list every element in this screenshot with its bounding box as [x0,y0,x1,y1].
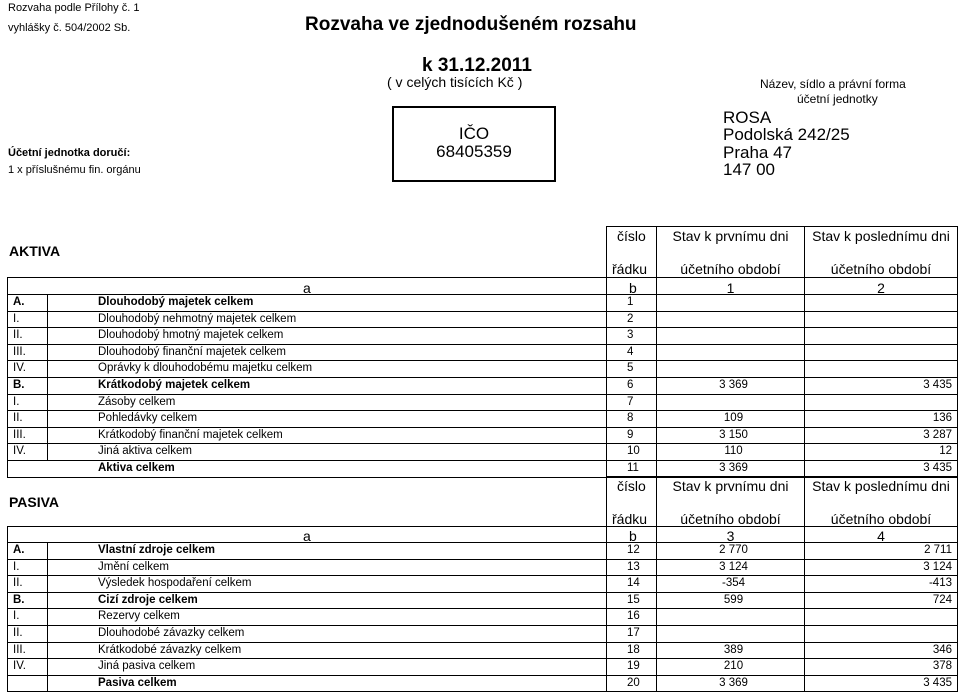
table-rule [7,277,958,278]
pasiva-col-last-1: Stav k poslednímu dni [812,478,950,494]
table-row [7,345,955,361]
row-number: 12 [627,544,640,556]
row-number: 10 [627,445,640,458]
law-reference-line-1: Rozvaha podle Přílohy č. 1 [8,2,140,14]
ico-label: IČO [458,124,490,143]
ico-box [392,106,556,182]
table-rule [7,360,958,361]
row-roman-numeral: IV. [13,445,27,458]
row-number: 20 [627,676,640,689]
row-number: 11 [627,462,639,474]
table-row [7,626,955,642]
row-value-last: 346 [932,643,952,656]
row-label: Cizí zdroje celkem [98,593,198,606]
row-roman-numeral: II. [13,627,23,639]
table-row [7,643,955,659]
aktiva-section-title: AKTIVA [9,243,61,259]
table-row [7,295,955,311]
row-value-last: -413 [928,577,952,590]
table-rule [7,394,958,395]
table-rule [7,658,958,659]
row-label: Dlouhodobý majetek celkem [98,296,254,308]
table-row [7,312,955,328]
row-number: 16 [627,610,640,623]
row-roman-numeral: III. [13,345,26,358]
table-row [7,576,955,592]
aktiva-key-b: b [629,280,637,296]
pasiva-col-last-2: účetního období [830,511,932,527]
table-rule [7,460,958,461]
aktiva-key-a: a [303,280,311,296]
row-roman-numeral: A. [13,296,25,308]
table-rule [606,226,607,477]
row-roman-numeral: II. [13,329,23,342]
row-number: 1 [627,296,634,308]
table-rule [7,294,958,295]
entity-name: ROSA [723,108,772,127]
table-rule [7,625,958,626]
pasiva-col-first-2: účetního období [680,511,781,527]
row-label: Jmění celkem [98,560,169,573]
row-value-last: 3 435 [923,676,952,689]
table-rule [804,476,805,692]
row-value-first: 3 369 [719,462,748,474]
table-rule [7,410,958,411]
aktiva-col-cislo: číslo [617,228,646,244]
aktiva-key-1: 1 [726,280,735,296]
table-rule [7,443,958,444]
row-number: 4 [627,345,634,358]
table-row [7,609,955,625]
table-rule [7,327,958,328]
pasiva-col-cislo: číslo [617,478,646,494]
row-value-first: 3 150 [719,428,748,441]
table-row [7,411,955,427]
deliver-value: 1 x příslušnému fin. orgánu [8,164,141,176]
row-label: Dlouhodobé závazky celkem [98,627,245,639]
law-reference-line-2: vyhlášky č. 504/2002 Sb. [8,22,131,34]
table-rule [656,226,657,477]
table-row [7,560,955,576]
row-number: 14 [627,577,640,590]
row-label: Dlouhodobý finanční majetek celkem [98,345,286,358]
table-rule [656,476,657,692]
row-roman-numeral: IV. [13,660,27,673]
row-label: Krátkodobý majetek celkem [98,379,251,391]
table-rule [7,311,958,312]
table-rule [7,526,958,527]
table-rule [7,691,958,692]
table-row [7,395,955,411]
row-roman-numeral: I. [13,610,20,623]
aktiva-col-last-2: účetního období [830,261,932,277]
deliver-label: Účetní jednotka doručí: [8,147,131,159]
table-rule [7,592,958,593]
pasiva-key-b: b [629,528,637,544]
table-rule [7,675,958,676]
table-row [7,378,955,394]
row-value-last: 2 711 [924,544,952,556]
row-roman-numeral: I. [13,312,20,325]
row-roman-numeral: II. [13,412,23,425]
row-number: 6 [627,379,634,391]
row-roman-numeral: IV. [13,362,27,375]
entity-caption-2: účetní jednotky [797,92,878,106]
row-value-first: 3 369 [719,379,748,391]
entity-city: Praha 47 [723,143,792,162]
table-rule [606,476,607,692]
table-row [7,543,955,559]
row-value-last: 724 [932,593,952,606]
table-rule [7,377,958,378]
row-roman-numeral: I. [13,560,20,573]
table-rule [7,575,958,576]
row-label: Krátkodobé závazky celkem [98,643,242,656]
row-value-last: 12 [939,445,952,458]
table-rule [7,277,8,477]
row-number: 17 [627,627,640,639]
document-title: Rozvaha ve zjednodušeném rozsahu [305,14,637,35]
row-value-last: 3 435 [923,462,952,474]
row-number: 18 [627,643,640,656]
row-number: 8 [627,412,634,425]
row-value-first: 3 124 [719,560,748,573]
row-value-first: 389 [723,643,744,656]
table-row [7,676,955,692]
table-rule [47,294,48,460]
table-rule [606,226,958,227]
table-rule [7,526,8,692]
row-number: 7 [627,395,634,408]
row-label: Oprávky k dlouhodobému majetku celkem [98,362,313,375]
table-row [7,593,955,609]
row-number: 5 [627,362,634,375]
aktiva-col-radku: řádku [612,261,648,277]
pasiva-key-4: 4 [877,528,885,544]
row-label: Vlastní zdroje celkem [98,544,215,556]
entity-zip: 147 00 [723,160,775,179]
row-label: Aktiva celkem [98,462,175,474]
row-roman-numeral: III. [13,428,26,441]
table-rule [7,559,958,560]
row-label: Dlouhodobý hmotný majetek celkem [98,329,284,342]
table-row [7,328,955,344]
row-number: 19 [627,660,640,673]
row-value-first: 2 770 [719,544,748,556]
ico-value: 68405359 [436,142,512,161]
row-label: Rezervy celkem [98,610,180,623]
row-value-first: 599 [723,593,744,606]
row-roman-numeral: B. [13,593,25,606]
table-row [7,444,955,460]
row-number: 15 [627,593,640,606]
aktiva-col-first-1: Stav k prvnímu dni [672,228,789,244]
units-note: ( v celých tisících Kč ) [387,74,523,90]
row-value-first: 3 369 [719,676,748,689]
row-value-first: -354 [721,577,746,590]
row-label: Dlouhodobý nehmotný majetek celkem [98,312,297,325]
entity-street: Podolská 242/25 [723,125,850,144]
aktiva-col-last-1: Stav k poslednímu dni [812,228,950,244]
pasiva-col-first-1: Stav k prvnímu dni [672,478,789,494]
table-rule [47,542,48,692]
row-value-last: 136 [932,412,952,425]
row-value-last: 3 435 [923,379,952,391]
row-label: Výsledek hospodaření celkem [98,577,252,590]
table-rule [7,542,958,543]
aktiva-key-2: 2 [877,280,885,296]
pasiva-section-title: PASIVA [9,494,60,510]
pasiva-key-3: 3 [726,528,735,544]
table-rule [606,476,958,477]
row-roman-numeral: II. [13,577,23,590]
table-rule [7,642,958,643]
table-row [7,461,955,477]
balance-date: k 31.12.2011 [422,55,532,76]
row-number: 2 [627,312,634,325]
row-value-first: 109 [723,412,744,425]
row-value-first: 210 [723,660,744,673]
table-rule [7,608,958,609]
row-value-last: 3 287 [923,428,952,441]
row-label: Pohledávky celkem [98,412,198,425]
table-row [7,361,955,377]
row-label: Zásoby celkem [98,395,176,408]
row-roman-numeral: A. [13,544,25,556]
row-label: Jiná pasiva celkem [98,660,196,673]
table-rule [957,226,958,477]
row-value-last: 3 124 [923,560,952,573]
table-rule [957,476,958,692]
pasiva-col-radku: řádku [612,511,648,527]
row-label: Krátkodobý finanční majetek celkem [98,428,283,441]
row-number: 3 [627,329,634,342]
row-number: 13 [627,560,640,573]
row-roman-numeral: III. [13,643,26,656]
row-value-last: 378 [932,660,952,673]
entity-caption-1: Název, sídlo a právní forma [760,77,906,91]
pasiva-key-a: a [303,528,311,544]
table-row [7,659,955,675]
table-row [7,428,955,444]
table-rule [7,344,958,345]
row-label: Jiná aktiva celkem [98,445,192,458]
aktiva-col-first-2: účetního období [680,261,781,277]
row-roman-numeral: B. [13,379,25,391]
row-number: 9 [627,428,634,441]
row-roman-numeral: I. [13,395,20,408]
row-label: Pasiva celkem [98,676,177,689]
table-rule [804,226,805,477]
table-rule [7,427,958,428]
row-value-first: 110 [724,445,743,458]
